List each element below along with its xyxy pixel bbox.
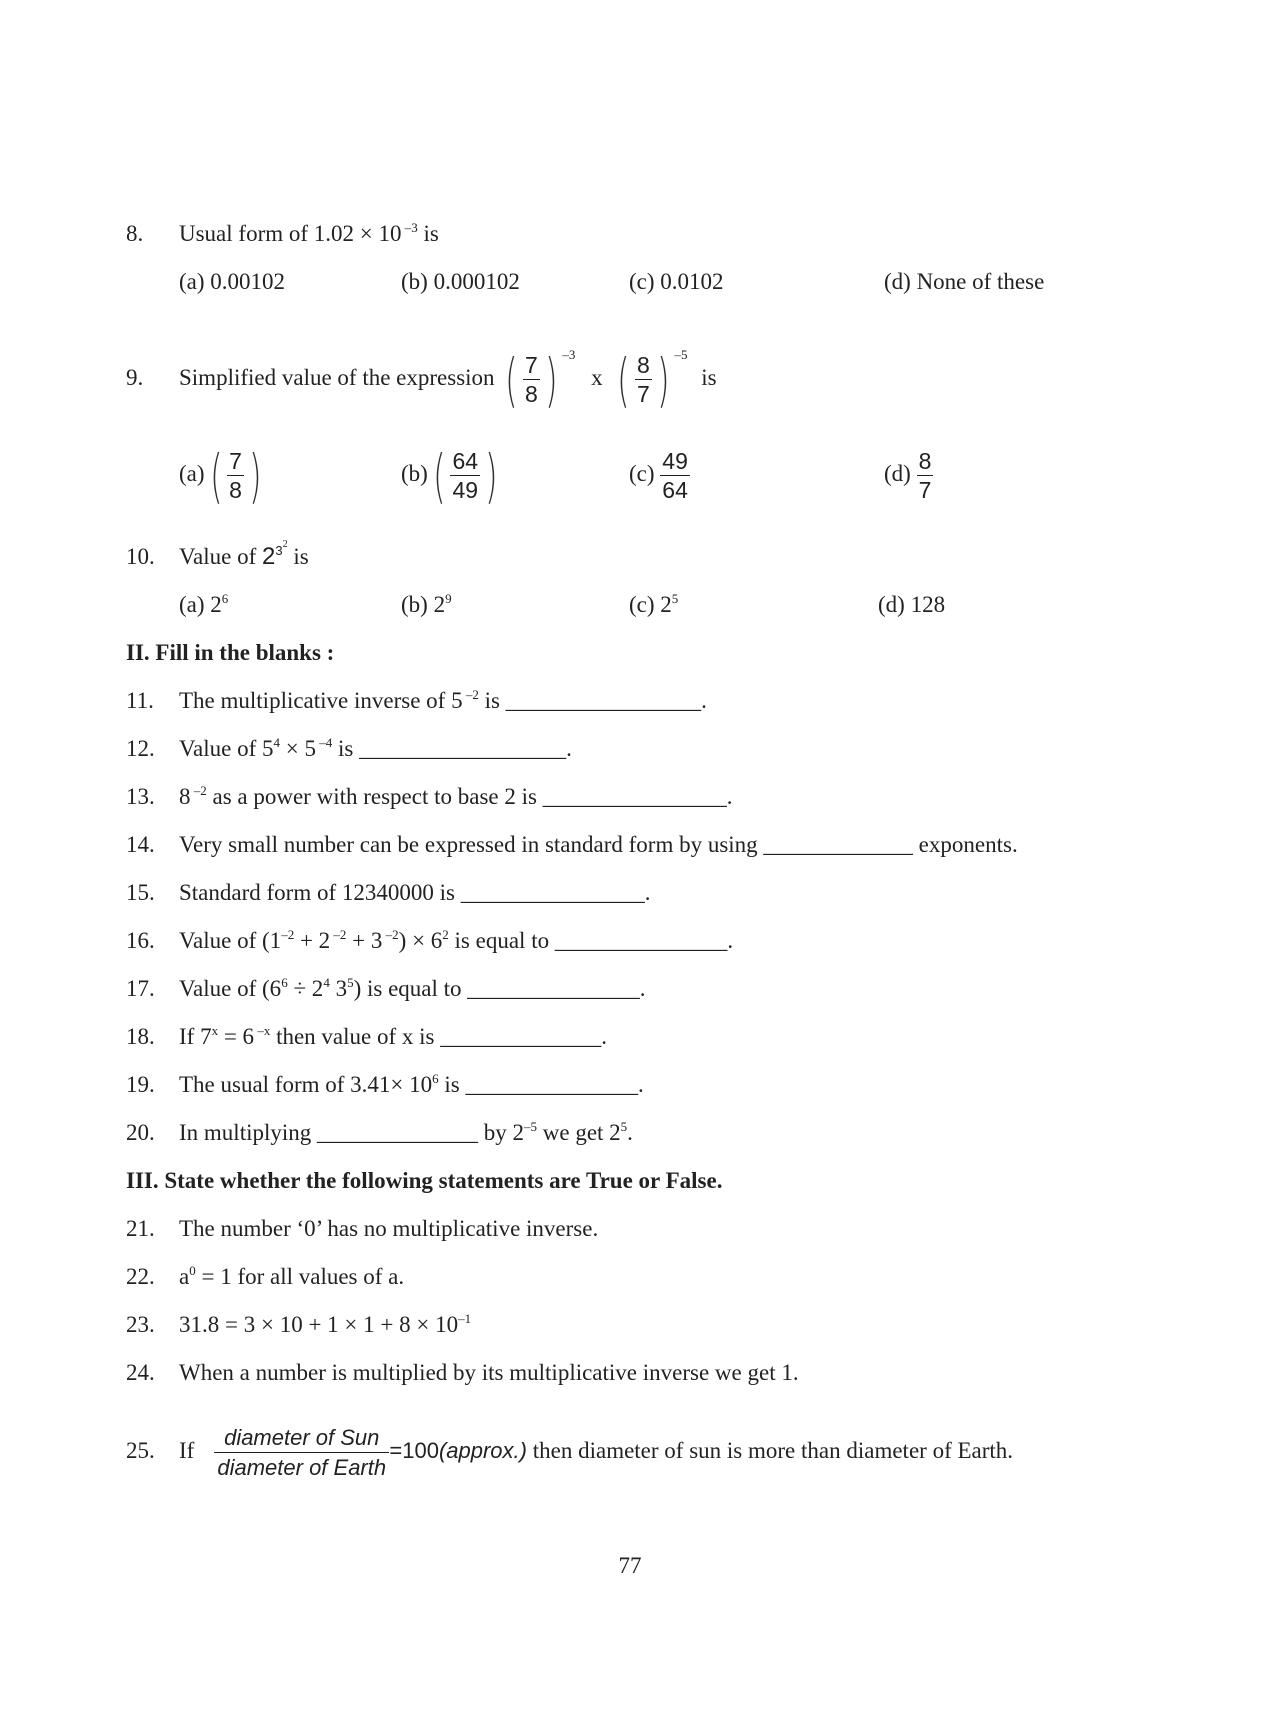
option-b: (b) 0.000102: [401, 269, 520, 294]
question-25: 25. If $\frac{\text{diameter of Sun}}{\text{diameter of Earth}}$ =100(approx.) then diameter of sun is more than diameter of Earth.: [126, 1425, 1014, 1481]
question-19: 19. The usual form of $3.41\times 10^6$ is _______________.: [126, 1071, 644, 1097]
question-10: [0, 539, 1275, 575]
diameter-ratio-fraction: $\frac{\text{diameter of Sun}}{\text{diameter of Earth}}$: [214, 1426, 389, 1479]
question-13: 13. 8 $^{-2}$ as a power with respect to base 2 is ________________.: [126, 783, 733, 809]
option-c: (c) $2^5$: [629, 591, 679, 617]
question-22: 22. $a^0 = 1$ for all values of a.: [126, 1263, 405, 1289]
fraction-7-8-power: ( $\frac{7}{8}$ ): [505, 345, 558, 414]
option-b: (b) $2^9$: [401, 591, 452, 617]
question-9-options: [0, 441, 1275, 510]
option-c: (c) 0.0102: [629, 269, 724, 294]
question-text: Usual form of 1.02 × 10 $^{-3}$ is: [179, 220, 439, 246]
option-d: (d) $\frac{8}{7}$: [884, 448, 932, 504]
option-a: (a) ( $\frac{7}{8}$ ): [179, 441, 262, 510]
question-21: 21. The number ‘0’ has no multiplicative inverse.: [126, 1216, 599, 1241]
question-24: 24. When a number is multiplied by its multiplicative inverse we get 1.: [126, 1360, 799, 1385]
option-c: (c) $\frac{49}{64}$: [629, 448, 688, 504]
option-a: (a) 0.00102: [179, 269, 286, 294]
question-15: 15. Standard form of 12340000 is ________________.: [126, 880, 651, 905]
question-17: 17. Value of ($6^6 \div 2^4$ $3^5$) is equal to _______________.: [126, 975, 646, 1001]
option-a: (a) $2^6$: [179, 591, 229, 617]
section-heading-true-false: III. State whether the following statements are True or False.: [126, 1168, 723, 1193]
fraction-8-7-power: ( $\frac{8}{7}$ ): [617, 345, 670, 414]
question-23: 23. $31.8 = 3 \times 10 + 1 \times 1 + 8 \times 10^{-1}$: [126, 1311, 472, 1337]
question-text: Simplified value of the expression ( $\frac{7}{8}$ ) $^{-3}$ x ( $\frac{8}{7}$ ) $^{-5}$ is: [179, 345, 717, 414]
question-18: 18. If $7^x = 6$ $^{-x}$ then value of x is ______________.: [126, 1023, 607, 1049]
question-14: 14. Very small number can be expressed in standard form by using _____________ exponents.: [126, 832, 1018, 857]
question-number: 8.: [126, 221, 144, 246]
option-d: (d) 128: [878, 592, 946, 617]
question-12: 12. Value of $5^4 \times 5$ $^{-4}$ is __________________.: [126, 735, 572, 761]
question-8: [0, 216, 1275, 252]
question-number: 10.: [126, 544, 155, 569]
question-11: 11. The multiplicative inverse of 5 $^{-2}$ is _________________.: [126, 687, 707, 713]
question-text: Value of $2^{32}$ is: [179, 539, 309, 570]
question-10-options: [0, 587, 1275, 623]
option-d: (d) None of these: [884, 269, 1045, 294]
question-16: 16. Value of ($1^{-2} + 2$ $^{-2}$ + 3 $^{-2}) \times 6^2$ is equal to _______________.: [126, 927, 734, 953]
question-9: [0, 345, 1275, 414]
section-heading-fill-blanks: II. Fill in the blanks :: [126, 640, 335, 665]
question-8-options: [0, 264, 1275, 300]
question-number: 9.: [126, 365, 144, 390]
page-number: 77: [618, 1553, 642, 1578]
question-20: 20. In multiplying ______________ by $2^{-5}$ we get $2^5$.: [126, 1119, 633, 1145]
option-b: (b) ( $\frac{64}{49}$ ): [401, 441, 498, 510]
